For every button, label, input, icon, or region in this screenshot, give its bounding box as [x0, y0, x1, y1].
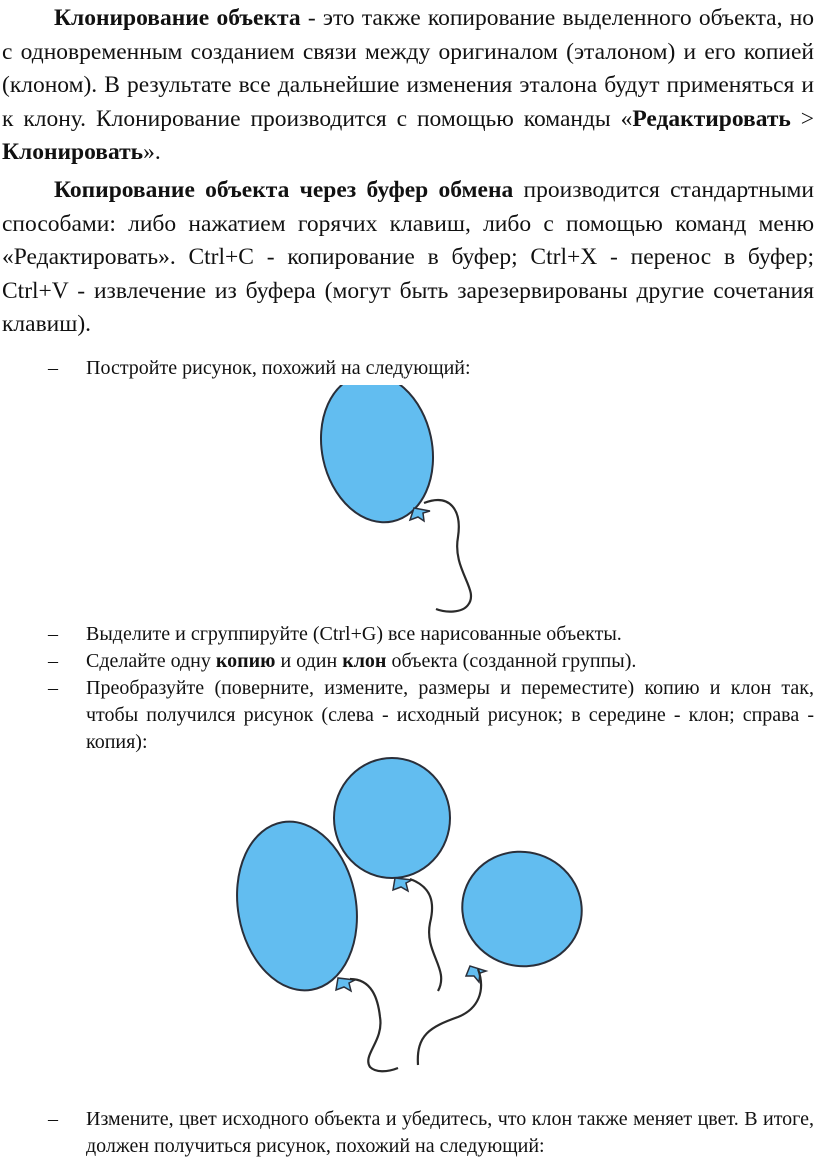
menu-edit: Редактировать — [632, 105, 791, 132]
term-clipboard: Копирование объекта через буфер обмена — [54, 177, 514, 203]
balloon — [308, 385, 471, 612]
balloon-body — [334, 758, 450, 878]
balloon-string — [410, 879, 441, 991]
figure-single-balloon — [0, 385, 816, 645]
menu-clone: Клонировать — [2, 139, 144, 165]
balloon-copy — [418, 836, 597, 1065]
balloon-string — [350, 979, 398, 1071]
term-copy: копию — [215, 650, 276, 672]
balloon-knot — [393, 878, 412, 891]
balloon-body — [447, 836, 596, 982]
term-cloning: Клонирование объекта — [54, 5, 301, 31]
term-clone: клон — [342, 650, 387, 672]
balloon-string — [418, 969, 481, 1065]
paragraph-clipboard: Копирование объекта через буфер обмена производится стандартными способами: либо нажатием горячих клавиш, либо с помощью команд меню «Редактировать». Ctrl+C - копирование в буфер; Ctrl+X - перенос в буфер; Ctrl+V - извлечение из буфера (могут быть зарезервированы другие сочетания клавиш). — [2, 177, 814, 337]
balloon-clone — [334, 758, 450, 991]
balloon-knot — [410, 508, 430, 521]
paragraph-cloning: Клонирование объекта - это также копирование выделенного объекта, но с одновременным созданием связи между оригиналом (эталоном) и его копией (клоном). В результате все дальнейшие изменения эталона будут применяться и к клону. Клонирование производится с помощью команды «Редактировать > Клонировать». — [2, 5, 815, 165]
document-page: Клонирование объекта - это также копирование выделенного объекта, но с одновременным созданием связи между оригиналом (эталоном) и его копией (клоном). В результате все дальнейшие изменения эталона будут применяться и к клону. Клонирование производится с помощью команды «Редактировать > Клонировать». Копирование объекта через буфер обмена производится стандартными способами: либо нажатием горячих клавиш, либо с помощью команд меню «Редактировать». Ctrl+C - копирование в буфер; Ctrl+X - перенос в буфер; Ctrl+V - извлечение из буфера (могут быть зарезервированы другие сочетания клавиш). – Постройте рисунок, похожий на следующий: – Выделите и сгруппируйте (Ctrl+G) все нарисованные объекты. – Сделайте одну копию и один клон объекта (созданной группы). – Преобразуйте (поверните, измените, размеры и переместите) копию и клон так, чтобы получился рисунок (слева - исходный рисунок; в середине - клон; справа - копия): – Измените, цвет исходного объекта и убедитесь, что клон также меняет цвет. В итоге, должен получиться рисунок, похожий на следующий: — [0, 0, 816, 1155]
figure-three-balloons — [0, 755, 816, 1085]
list-dash: – — [48, 357, 58, 379]
balloon-string — [424, 500, 471, 612]
balloon-knot — [466, 966, 486, 982]
